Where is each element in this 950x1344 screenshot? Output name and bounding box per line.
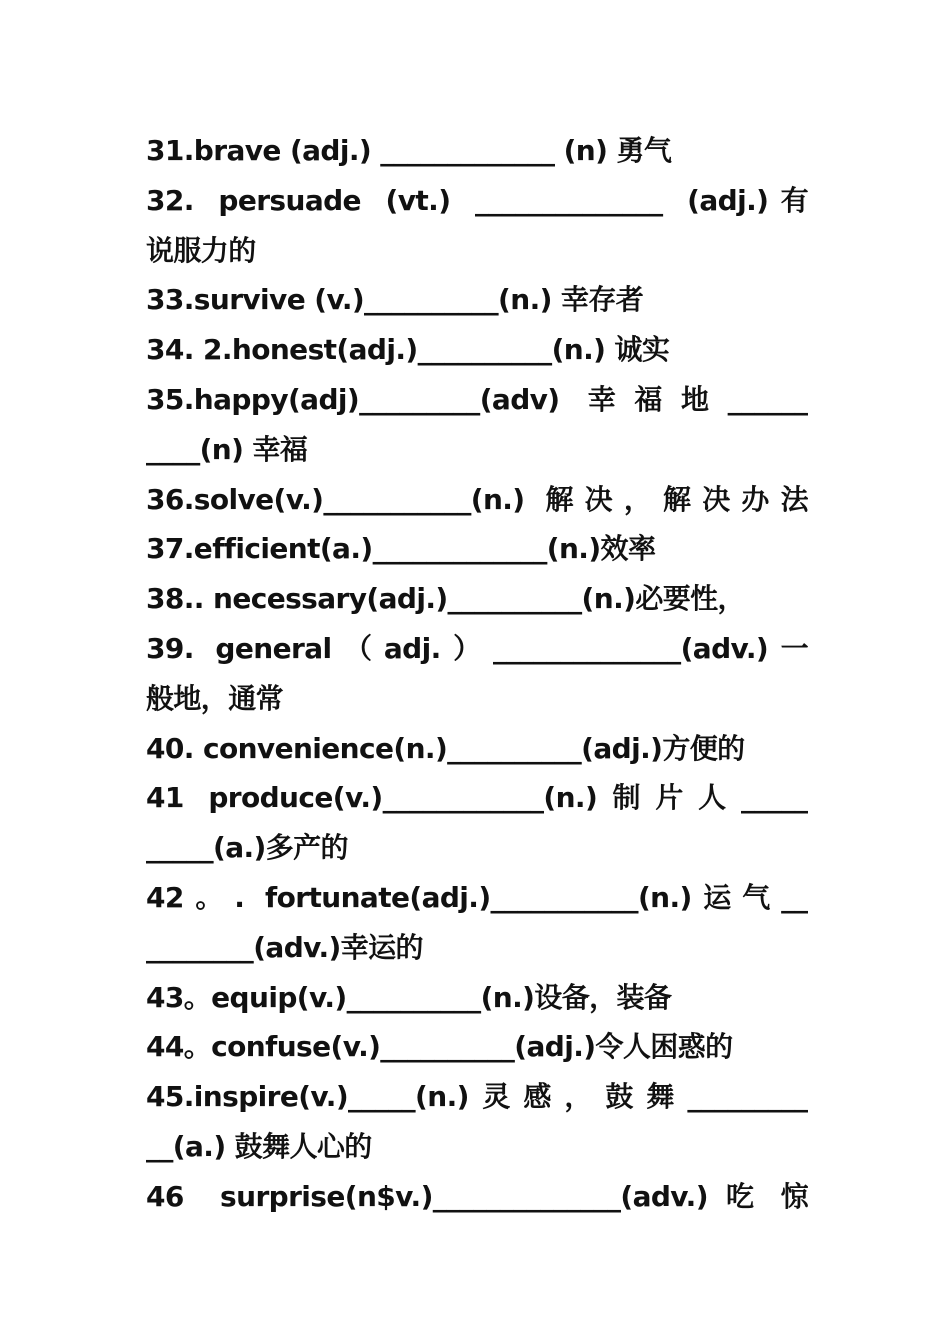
exercise-line-34: 34. 2.honest(adj.)__________(n.) 诚实 [146, 333, 670, 367]
exercise-line-45-cont: __(a.) 鼓舞人心的 [146, 1129, 372, 1163]
exercise-line-44: 44。confuse(v.)__________(adj.)令人困惑的 [146, 1030, 733, 1064]
vocabulary-exercise-list [146, 126, 808, 1222]
exercise-line-45: 45.inspire(v.)_____(n.)灵感，鼓舞_________ [146, 1080, 808, 1114]
exercise-line-46: 46 surprise(n$v.)______________(adv.) 吃 惊 [146, 1179, 808, 1213]
exercise-line-41-cont: _____(a.)多产的 [146, 831, 348, 865]
exercise-line-36: 36.solve(v.)___________(n.) 解决，解决办法 [146, 482, 808, 516]
exercise-line-37: 37.efficient(a.)_____________(n.)效率 [146, 532, 656, 566]
exercise-line-38: 38.. necessary(adj.)__________(n.)必要性， [146, 582, 745, 616]
exercise-line-40: 40. convenience(n.)__________(adj.)方便的 [146, 731, 745, 765]
exercise-line-32-cont: 说服力的 [146, 233, 256, 267]
exercise-line-35-cont: ____(n) 幸福 [146, 432, 308, 466]
exercise-line-33: 33.survive (v.)__________(n.) 幸存者 [146, 283, 644, 317]
exercise-line-42: 42。. fortunate(adj.)___________(n.)运气__ [146, 880, 808, 914]
exercise-line-43: 43。equip(v.)__________(n.)设备，装备 [146, 980, 672, 1014]
exercise-line-31: 31.brave (adj.) _____________ (n) 勇气 [146, 134, 672, 167]
exercise-line-35: 35.happy(adj)_________(adv) 幸福地______ [146, 382, 808, 416]
exercise-line-39: 39. general（adj.）______________(adv.)一 [146, 631, 808, 665]
exercise-line-41: 41 produce(v.)____________(n.)制片人_____ [146, 781, 808, 815]
exercise-line-39-cont: 般地，通常 [146, 681, 284, 715]
exercise-line-42-cont: ________(adv.)幸运的 [146, 930, 423, 964]
exercise-line-32: 32. persuade (vt.) ______________ (adj.) 有 [146, 183, 808, 217]
